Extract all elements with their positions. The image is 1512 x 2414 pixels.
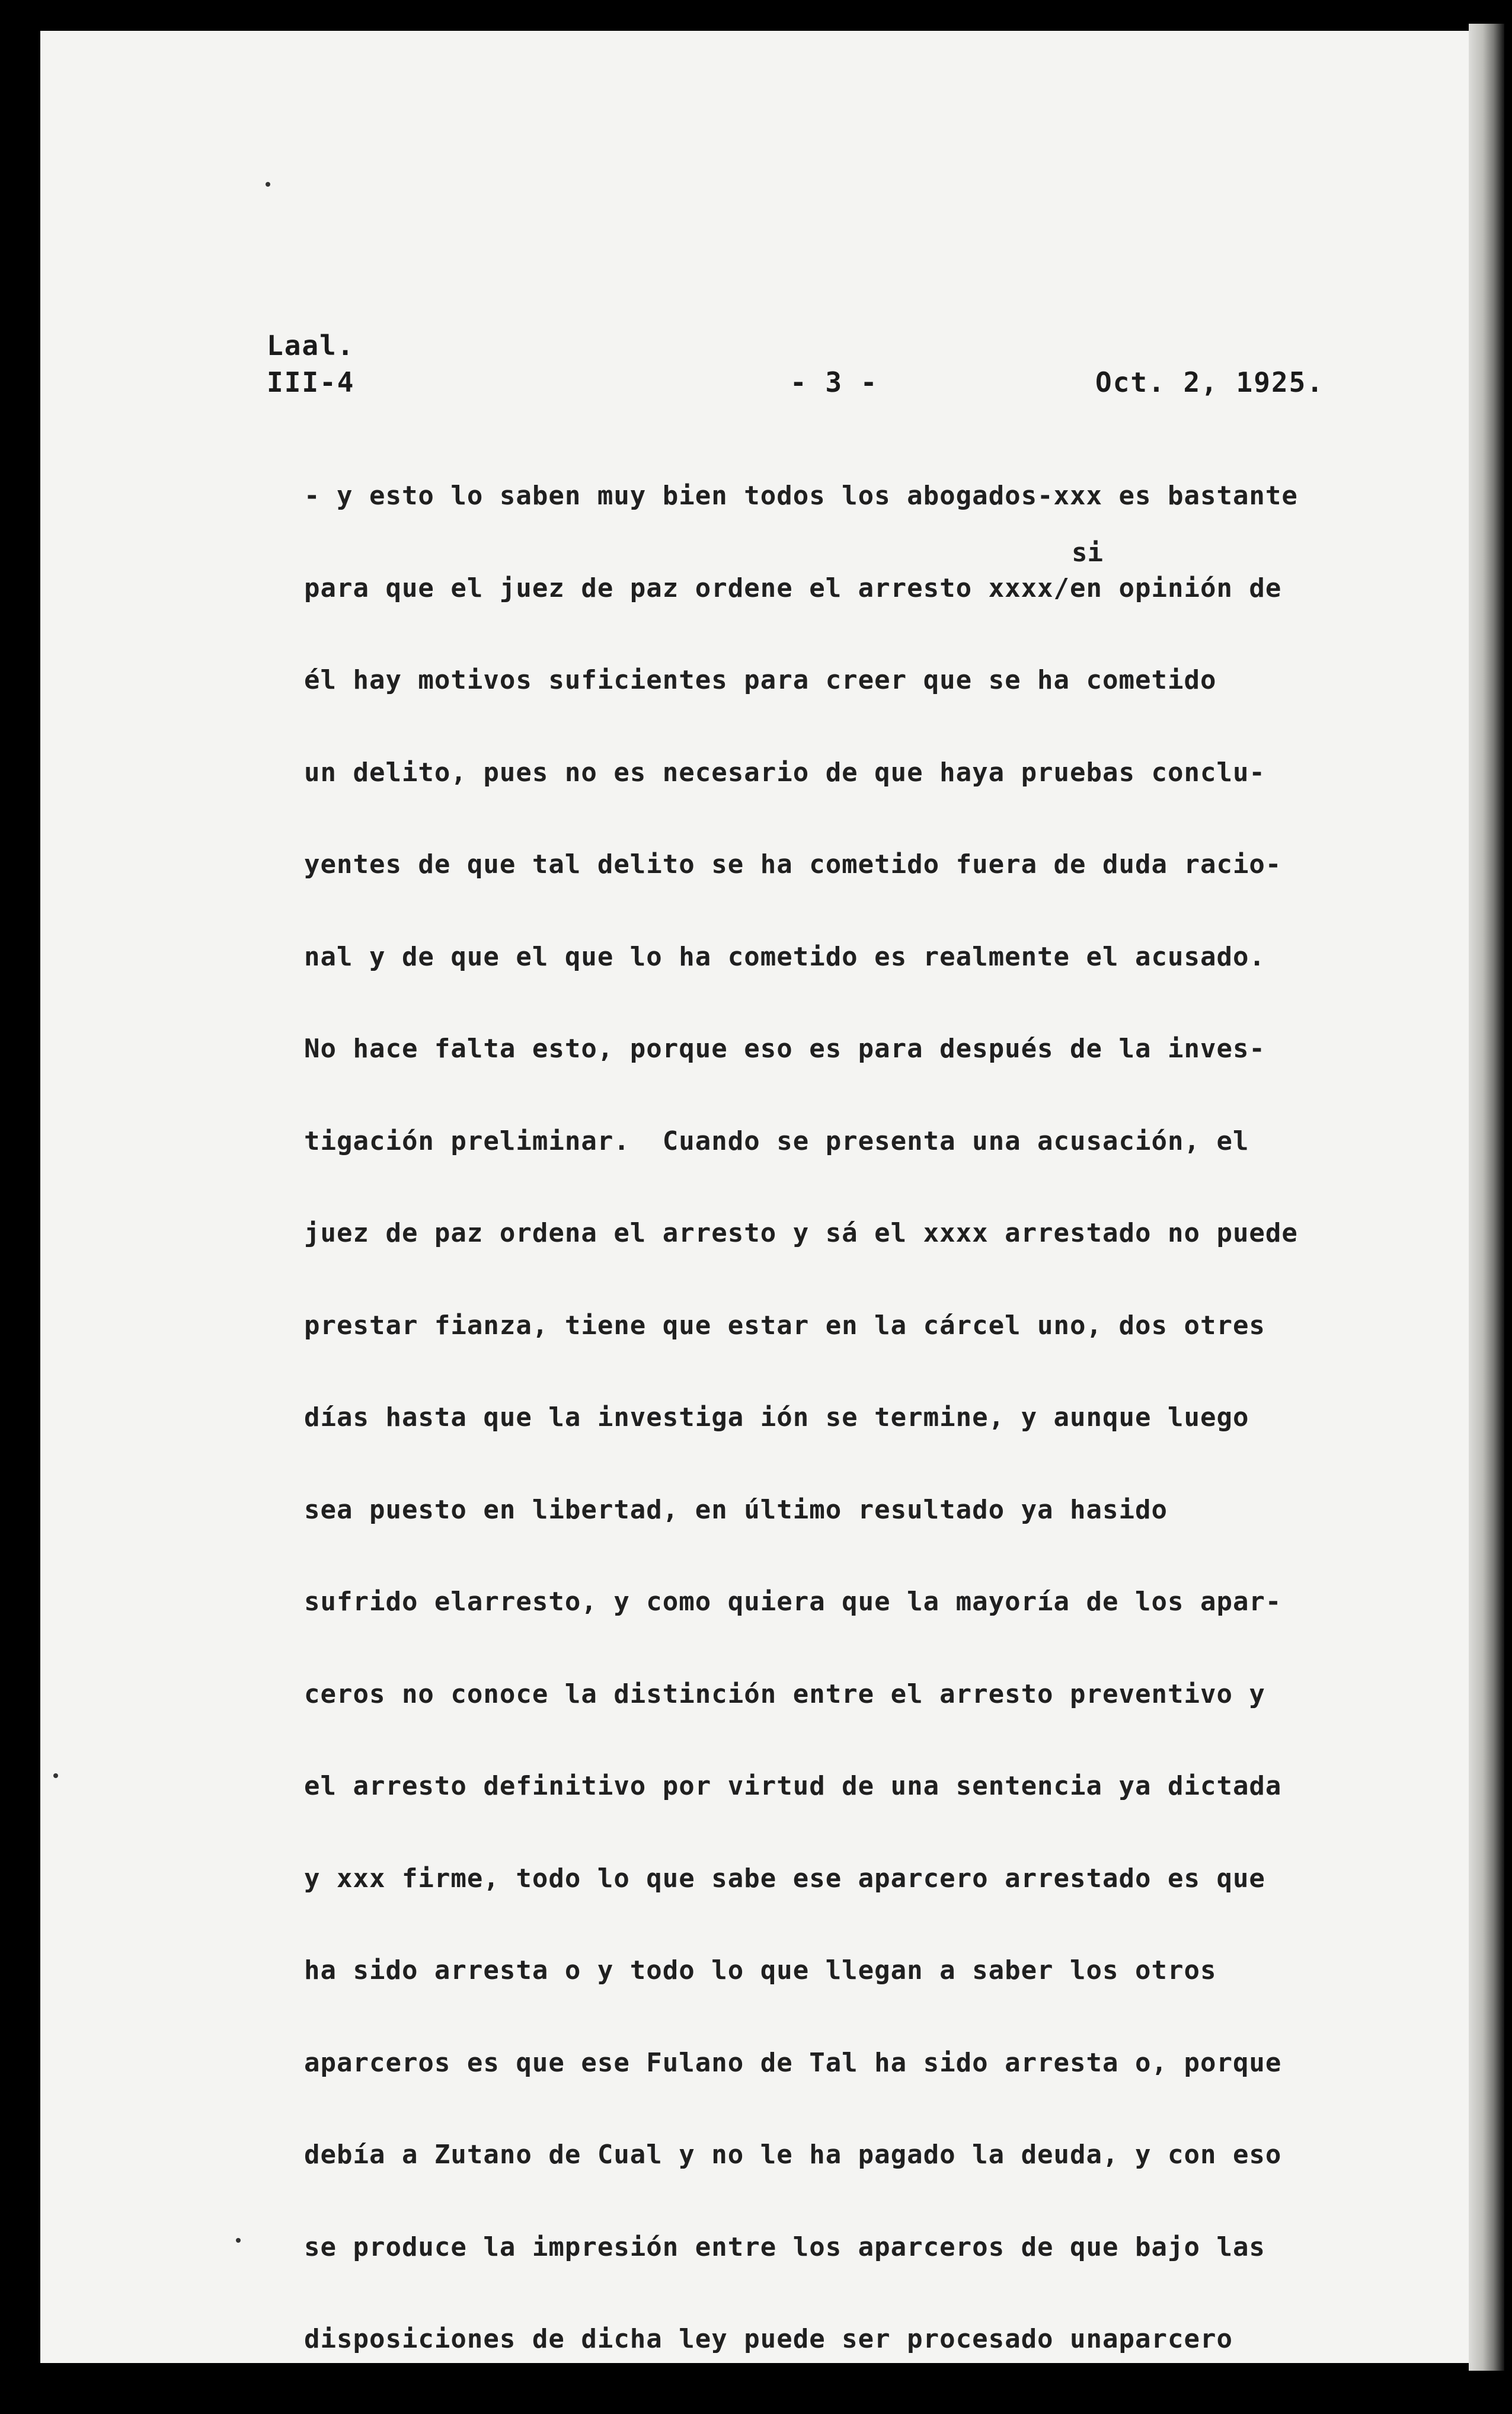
text-line: No hace falta esto, porque eso es para después de la inves- [304,1034,1265,1064]
text-line: sufrido elarresto, y como quiera que la mayoría de los apar- [304,1587,1282,1617]
text-line: para que el juez de paz ordene el arresto xxxx/en opinión de [304,573,1282,603]
text-line: él hay motivos suficientes para creer que se ha cometido [304,665,1217,695]
text-line: debía a Zutano de Cual y no le ha pagado la deuda, y con eso [304,2140,1282,2170]
text-line: disposiciones de dicha ley puede ser procesado unaparcero [304,2324,1233,2354]
text-line: - y esto lo saben muy bien todos los abogados-xxx es bastante [304,481,1298,511]
text-line: sea puesto en libertad, en último resultado ya hasido [304,1494,1168,1525]
text-line: prestar fianza, tiene que estar en la cárcel uno, dos otres [304,1310,1265,1341]
document-page [40,31,1469,2363]
text-line: y xxx firme, todo lo que sabe ese aparcero arrestado es que [304,1863,1265,1894]
text-line: un delito, pues no es necesario de que haya pruebas conclu- [304,757,1265,788]
typewritten-body [304,478,1389,2414]
reference-line-2: III-4 [267,366,355,398]
text-line: juez de paz ordena el arresto y sá el xxxx arrestado no puede [304,1218,1298,1248]
text-line: el arresto definitivo por virtud de una sentencia ya dictada [304,1771,1282,1801]
text-line: yentes de que tal delito se ha cometido fuera de duda racio- [304,849,1282,880]
paper-speck [236,2238,241,2243]
page-number: - 3 - [790,366,878,398]
text-line: aparceros es que ese Fulano de Tal ha sido arresta o, porque [304,2047,1282,2078]
page-edge-shadow [1469,24,1504,2371]
document-date: Oct. 2, 1925. [1095,366,1325,398]
paper-speck [266,182,270,187]
text-line: días hasta que la investiga ión se termine, y aunque luego [304,1402,1249,1433]
handwritten-insertion: si [1072,538,1103,568]
text-line: tigación preliminar. Cuando se presenta una acusación, el [304,1126,1249,1156]
text-line: ceros no conoce la distinción entre el arresto preventivo y [304,1678,1265,1709]
text-line: ha sido arresta o y todo lo que llegan a saber los otros [304,1955,1217,1985]
text-line: nal y de que el que lo ha cometido es realmente el acusado. [304,941,1265,972]
paper-speck [53,1773,58,1778]
reference-line-1: Laal. [267,330,355,362]
text-line: se produce la impresión entre los aparceros de que bajo las [304,2231,1265,2262]
reference-code [267,327,354,401]
